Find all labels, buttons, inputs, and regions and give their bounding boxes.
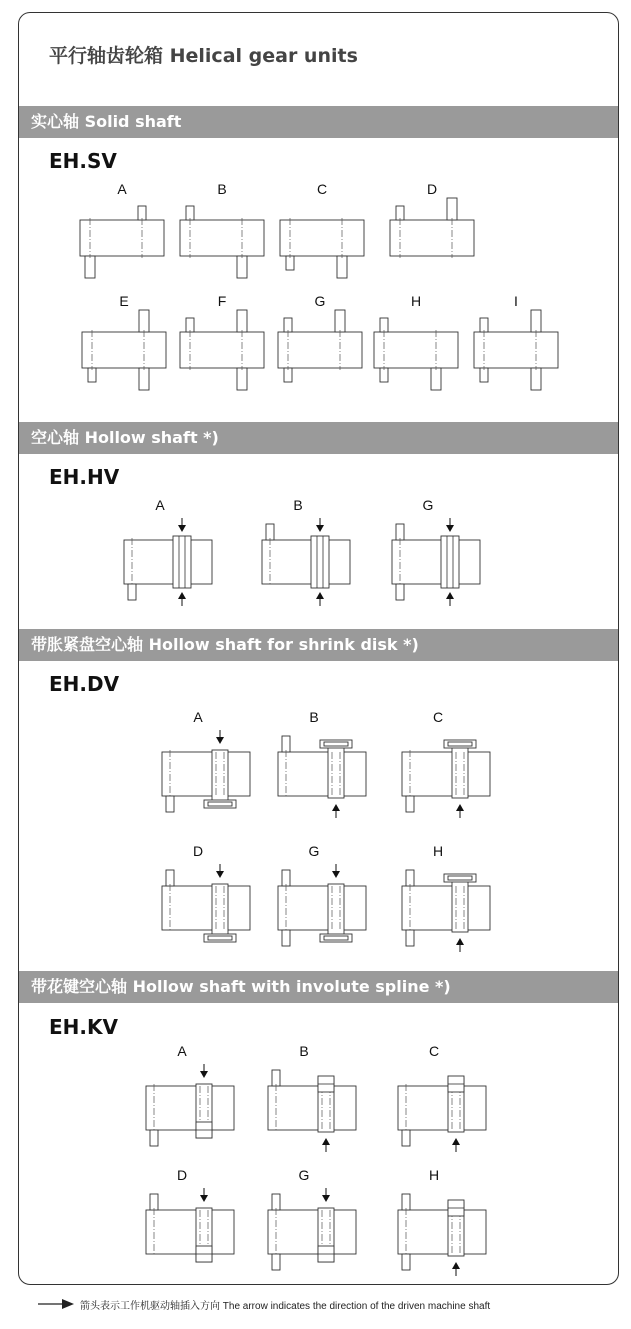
solid-shaft-variant-h bbox=[374, 293, 458, 390]
shrink-disk-inner bbox=[448, 742, 472, 746]
housing bbox=[268, 1210, 356, 1254]
shrink-disk-inner bbox=[448, 876, 472, 880]
shaft bbox=[237, 368, 247, 390]
shaft bbox=[237, 256, 247, 278]
arrow-up-icon bbox=[452, 1262, 460, 1269]
solid-shaft-variant-i bbox=[474, 293, 558, 390]
shrink-variant-g bbox=[278, 843, 366, 946]
shaft bbox=[237, 310, 247, 332]
shaft bbox=[286, 256, 294, 270]
variant-label: C bbox=[432, 709, 444, 725]
variant-label: A bbox=[155, 497, 165, 513]
solid-shaft-variant-b bbox=[180, 181, 264, 278]
variant-label: H bbox=[410, 293, 422, 309]
variant-label: F bbox=[217, 293, 227, 309]
arrow-up-icon bbox=[456, 804, 464, 811]
shaft bbox=[186, 206, 194, 220]
input-shaft bbox=[402, 1254, 410, 1270]
shrink-variant-c bbox=[402, 709, 490, 818]
input-shaft bbox=[402, 1194, 410, 1210]
input-shaft bbox=[406, 870, 414, 886]
hollow-variant-a bbox=[124, 497, 212, 606]
spline-variant-d bbox=[146, 1167, 234, 1262]
variant-label: H bbox=[428, 1167, 440, 1183]
input-shaft bbox=[396, 584, 404, 600]
spline-variant-h bbox=[398, 1167, 486, 1276]
page-title: 平行轴齿轮箱 Helical gear units bbox=[49, 45, 358, 67]
housing bbox=[278, 332, 362, 368]
shaft bbox=[380, 368, 388, 382]
shaft bbox=[380, 318, 388, 332]
spline-variant-g bbox=[268, 1167, 356, 1270]
shaft bbox=[335, 310, 345, 332]
shaft bbox=[139, 310, 149, 332]
arrow-up-icon bbox=[178, 592, 186, 599]
housing bbox=[390, 220, 474, 256]
variant-label: A bbox=[117, 181, 127, 197]
solid-shaft-variant-a bbox=[80, 181, 164, 278]
shrink-disk-inner bbox=[208, 936, 232, 940]
shaft bbox=[337, 256, 347, 278]
shaft bbox=[480, 368, 488, 382]
housing bbox=[124, 540, 212, 584]
arrow-up-icon bbox=[446, 592, 454, 599]
housing bbox=[162, 752, 250, 796]
input-shaft bbox=[396, 524, 404, 540]
hollow-shaft bbox=[452, 744, 468, 798]
hollow-shaft bbox=[173, 536, 191, 588]
model-code-eh-dv: EH.DV bbox=[49, 672, 120, 696]
section-band-hollow-shaft: 空心轴 Hollow shaft *) bbox=[19, 422, 618, 454]
input-shaft bbox=[402, 1130, 410, 1146]
shrink-disk-inner bbox=[324, 742, 348, 746]
solid-shaft-variant-c bbox=[280, 181, 364, 278]
input-shaft bbox=[406, 930, 414, 946]
hollow-shaft bbox=[328, 744, 344, 798]
arrow-down-icon bbox=[332, 871, 340, 878]
input-shaft bbox=[272, 1194, 280, 1210]
housing bbox=[180, 220, 264, 256]
arrow-down-icon bbox=[322, 1195, 330, 1202]
shaft bbox=[447, 198, 457, 220]
housing bbox=[398, 1210, 486, 1254]
housing bbox=[474, 332, 558, 368]
shaft bbox=[85, 256, 95, 278]
input-shaft bbox=[166, 870, 174, 886]
arrow-up-icon bbox=[316, 592, 324, 599]
variant-label: D bbox=[176, 1167, 188, 1183]
variant-label: E bbox=[119, 293, 129, 309]
arrow-down-icon bbox=[178, 525, 186, 532]
solid-shaft-variant-d bbox=[390, 181, 474, 258]
solid-shaft-variant-e bbox=[82, 293, 166, 390]
input-shaft bbox=[150, 1194, 158, 1210]
input-shaft bbox=[266, 524, 274, 540]
shaft bbox=[531, 310, 541, 332]
solid-shaft-variant-g bbox=[278, 293, 362, 382]
shrink-variant-h bbox=[402, 843, 490, 952]
variant-label: A bbox=[177, 1043, 187, 1059]
housing bbox=[278, 752, 366, 796]
input-shaft bbox=[406, 796, 414, 812]
section-band-solid-shaft: 实心轴 Solid shaft bbox=[19, 106, 618, 138]
solid-shaft-variant-f bbox=[180, 293, 264, 390]
input-shaft bbox=[128, 584, 136, 600]
model-code-eh-sv: EH.SV bbox=[49, 149, 117, 173]
housing bbox=[278, 886, 366, 930]
shaft bbox=[284, 318, 292, 332]
housing bbox=[262, 540, 350, 584]
housing bbox=[82, 332, 166, 368]
housing bbox=[398, 1086, 486, 1130]
spline-variant-c bbox=[398, 1043, 486, 1152]
shaft bbox=[186, 318, 194, 332]
shrink-variant-d bbox=[162, 843, 250, 942]
arrow-up-icon bbox=[456, 938, 464, 945]
housing bbox=[402, 752, 490, 796]
hollow-variant-b bbox=[262, 497, 350, 606]
variant-label: B bbox=[293, 497, 303, 513]
variant-label: B bbox=[217, 181, 227, 197]
shrink-disk-inner bbox=[208, 802, 232, 806]
shaft bbox=[88, 368, 96, 382]
input-shaft bbox=[282, 736, 290, 752]
housing bbox=[268, 1086, 356, 1130]
hollow-shaft bbox=[452, 878, 468, 932]
shaft bbox=[139, 368, 149, 390]
arrow-down-icon bbox=[316, 525, 324, 532]
input-shaft bbox=[282, 930, 290, 946]
input-shaft bbox=[272, 1254, 280, 1270]
arrow-down-icon bbox=[216, 737, 224, 744]
hollow-shaft bbox=[212, 750, 228, 804]
model-code-eh-kv: EH.KV bbox=[49, 1015, 118, 1039]
housing bbox=[374, 332, 458, 368]
housing bbox=[392, 540, 480, 584]
variant-label: D bbox=[192, 843, 204, 859]
input-shaft bbox=[272, 1070, 280, 1086]
shaft bbox=[531, 368, 541, 390]
variant-label: B bbox=[309, 709, 319, 725]
arrow-up-icon bbox=[332, 804, 340, 811]
section-band-spline: 带花键空心轴 Hollow shaft with involute spline *) bbox=[19, 971, 618, 1003]
hollow-shaft bbox=[212, 884, 228, 938]
input-shaft bbox=[166, 796, 174, 812]
legend-text: 箭头表示工作机驱动轴插入方向 The arrow indicates the direction of the driven machine shaft bbox=[80, 1300, 491, 1312]
hollow-shaft bbox=[328, 884, 344, 938]
variant-label: G bbox=[314, 293, 326, 309]
model-code-eh-hv: EH.HV bbox=[49, 465, 120, 489]
input-shaft bbox=[282, 870, 290, 886]
shaft bbox=[480, 318, 488, 332]
hollow-shaft bbox=[311, 536, 329, 588]
arrow-down-icon bbox=[216, 871, 224, 878]
hollow-shaft bbox=[441, 536, 459, 588]
input-shaft bbox=[150, 1130, 158, 1146]
variant-label: D bbox=[426, 181, 438, 197]
arrow-down-icon bbox=[200, 1195, 208, 1202]
shrink-variant-b bbox=[278, 709, 366, 818]
shrink-disk-inner bbox=[324, 936, 348, 940]
legend-footer bbox=[38, 1295, 490, 1313]
shaft bbox=[138, 206, 146, 220]
variant-label: G bbox=[422, 497, 434, 513]
housing bbox=[80, 220, 164, 256]
shaft bbox=[284, 368, 292, 382]
arrow-down-icon bbox=[200, 1071, 208, 1078]
arrow-legend-icon bbox=[38, 1298, 74, 1310]
variant-label: A bbox=[193, 709, 203, 725]
housing bbox=[180, 332, 264, 368]
arrow-up-icon bbox=[322, 1138, 330, 1145]
housing bbox=[402, 886, 490, 930]
housing bbox=[146, 1210, 234, 1254]
spline-variant-b bbox=[268, 1043, 356, 1152]
arrow-down-icon bbox=[446, 525, 454, 532]
variant-label: B bbox=[299, 1043, 309, 1059]
section-band-shrink-disk: 带胀紧盘空心轴 Hollow shaft for shrink disk *) bbox=[19, 629, 618, 661]
shrink-variant-a bbox=[162, 709, 250, 812]
variant-label: C bbox=[428, 1043, 440, 1059]
variant-label: H bbox=[432, 843, 444, 859]
housing bbox=[162, 886, 250, 930]
variant-label: I bbox=[514, 293, 518, 309]
housing bbox=[146, 1086, 234, 1130]
shaft bbox=[396, 206, 404, 220]
housing bbox=[280, 220, 364, 256]
variant-label: C bbox=[316, 181, 328, 197]
shaft bbox=[431, 368, 441, 390]
variant-label: G bbox=[308, 843, 320, 859]
spline-variant-a bbox=[146, 1043, 234, 1146]
arrow-up-icon bbox=[452, 1138, 460, 1145]
variant-label: G bbox=[298, 1167, 310, 1183]
hollow-variant-g bbox=[392, 497, 480, 606]
